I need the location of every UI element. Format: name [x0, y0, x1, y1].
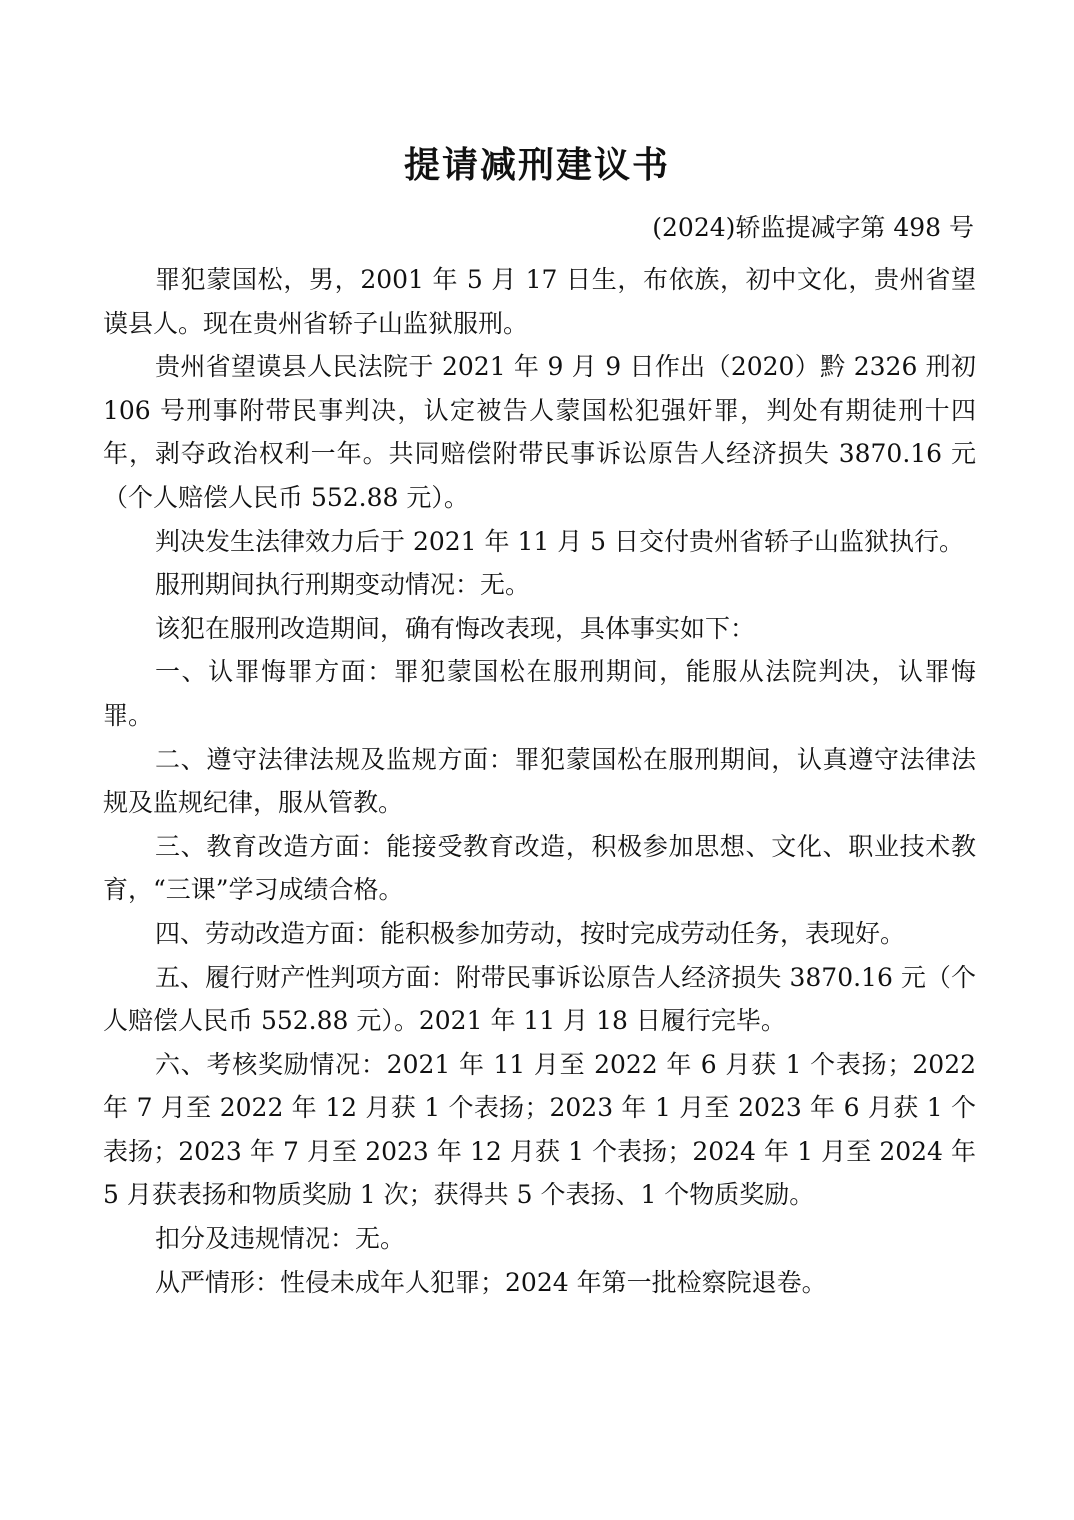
paragraph-rewards: 六、考核奖励情况：2021 年 11 月至 2022 年 6 月获 1 个表扬；2022 年 7 月至 2022 年 12 月获 1 个表扬；2023 年 1 月至 2023 年 6 月获 1 个表扬；2023 年 7 月至 2023 年 12 月获 1 个表扬；2024 年 1 月至 2024 年 5 月获表扬和物质奖励 1 次；获得共 5 个表扬、1 个物质奖励。	[103, 1049, 976, 1210]
document-body	[103, 258, 976, 1304]
paragraph-violations: 扣分及违规情况：无。	[155, 1224, 406, 1254]
paragraph-strict-circumstances: 从严情形：性侵未成年人犯罪；2024 年第一批检察院退卷。	[155, 1267, 827, 1297]
paragraph-education: 三、教育改造方面：能接受教育改造，积极参加思想、文化、职业技术教育，“三课”学习成绩合格。	[103, 831, 976, 905]
paragraph-labor: 四、劳动改造方面：能积极参加劳动，按时完成劳动任务，表现好。	[155, 918, 906, 948]
paragraph-judgment: 贵州省望谟县人民法院于 2021 年 9 月 9 日作出（2020）黔 2326 刑初 106 号刑事附带民事判决，认定被告人蒙国松犯强奸罪，判处有期徒刑十四年，剥夺政治权利一年。共同赔偿附带民事诉讼原告人经济损失 3870.16 元（个人赔偿人民币 552.88 元）。	[103, 352, 976, 512]
paragraph-property: 五、履行财产性判项方面：附带民事诉讼原告人经济损失 3870.16 元（个人赔偿人民币 552.88 元）。2021 年 11 月 18 日履行完毕。	[103, 962, 976, 1036]
paragraph-sentence-changes: 服刑期间执行刑期变动情况：无。	[155, 570, 531, 600]
paragraph-obey-rules: 二、遵守法律法规及监规方面：罪犯蒙国松在服刑期间，认真遵守法律法规及监规纪律，服从管教。	[103, 744, 976, 818]
document-title: 提请减刑建议书	[403, 145, 670, 186]
paragraph-execution: 判决发生法律效力后于 2021 年 11 月 5 日交付贵州省轿子山监狱执行。	[155, 526, 965, 556]
paragraph-criminal-info: 罪犯蒙国松，男，2001 年 5 月 17 日生，布依族，初中文化，贵州省望谟县人。现在贵州省轿子山监狱服刑。	[103, 265, 976, 338]
paragraph-repentance-intro: 该犯在服刑改造期间，确有悔改表现，具体事实如下：	[155, 613, 756, 643]
document-number: (2024)轿监提减字第 498 号	[652, 213, 974, 242]
paragraph-admit-guilt: 一、认罪悔罪方面：罪犯蒙国松在服刑期间，能服从法院判决，认罪悔罪。	[103, 657, 976, 730]
